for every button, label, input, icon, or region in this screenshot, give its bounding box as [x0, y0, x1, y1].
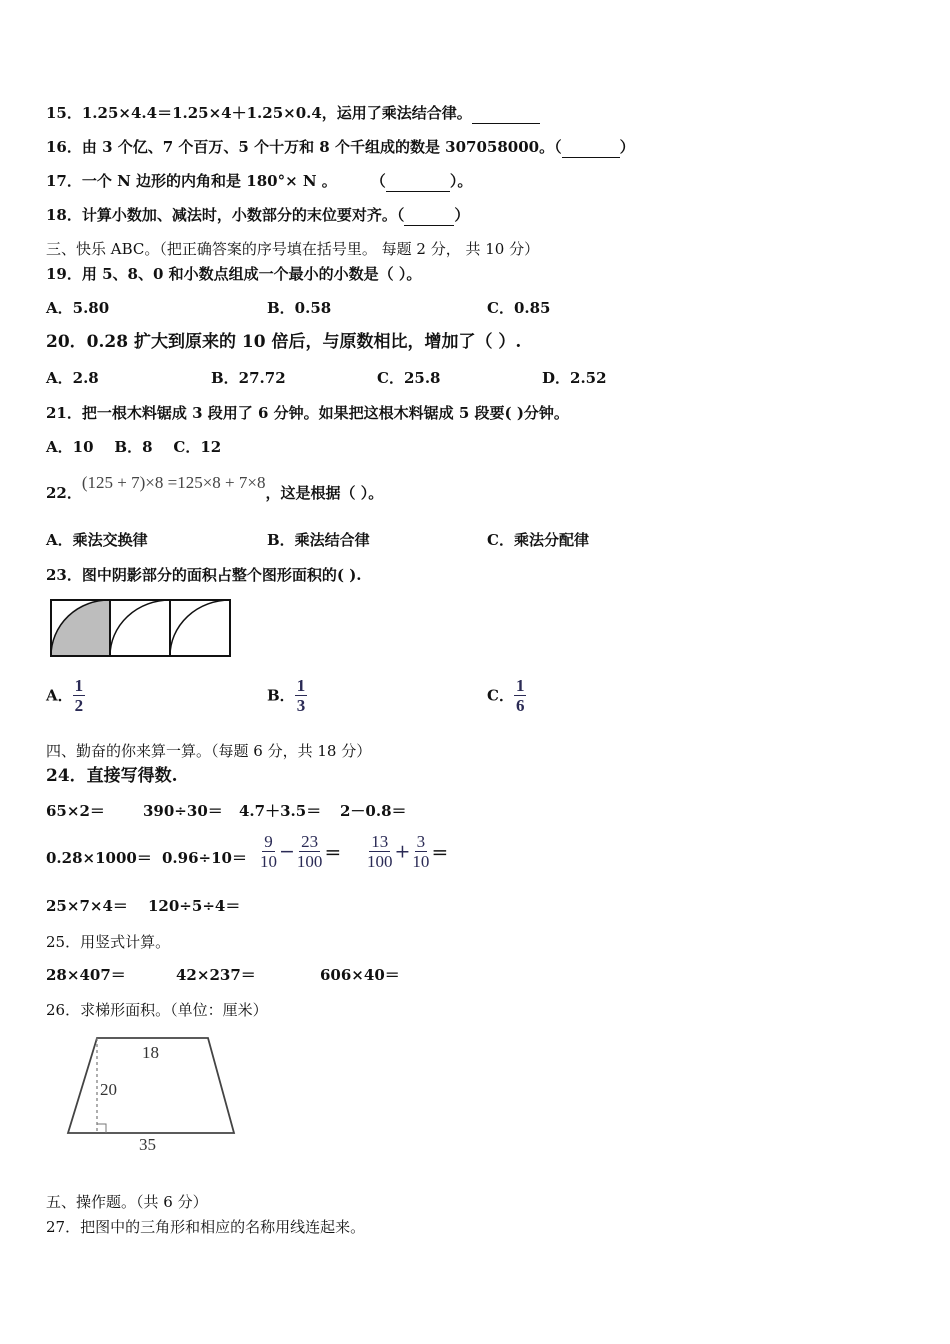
q22-option-b[interactable]: B．乘法结合律 — [267, 531, 370, 549]
numerator: 1 — [74, 676, 84, 695]
question-17 — [46, 171, 472, 192]
numerator: 3 — [416, 832, 426, 851]
question-21: 21．把一根木料锯成 3 段用了 6 分钟。如果把这根木料锯成 5 段要( )分钟。 — [46, 404, 569, 422]
calc-item: 4.7＋3.5＝ — [239, 802, 322, 820]
q19-option-b[interactable]: B．0.58 — [267, 299, 332, 317]
fraction — [514, 676, 527, 715]
operator: + — [394, 840, 411, 863]
option-label: A． — [46, 686, 73, 705]
question-27: 27．把图中的三角形和相应的名称用线连起来。 — [46, 1218, 366, 1236]
question-22 — [46, 473, 384, 503]
section-5-title: 五、操作题。（共 6 分） — [46, 1193, 208, 1211]
calc-item: 65×2＝ — [46, 802, 105, 820]
q18-close: ） — [454, 206, 470, 224]
vertical-calc-item: 42×237＝ — [176, 966, 256, 984]
q20-option-a[interactable]: A．2.8 — [46, 369, 99, 387]
calc-item: 0.96÷10＝ — [162, 849, 247, 867]
q23-option-b[interactable] — [267, 676, 307, 715]
section-3-title: 三、快乐 ABC。（把正确答案的序号填在括号里。 每题 2 分， 共 10 分） — [46, 240, 540, 258]
q23-option-a[interactable] — [46, 676, 85, 715]
q17-close: ）。 — [449, 172, 473, 190]
denominator: 2 — [74, 696, 84, 715]
square-2 — [110, 600, 170, 656]
height-label: 20 — [100, 1080, 117, 1099]
option-label: C． — [487, 686, 514, 705]
answer-blank[interactable] — [562, 137, 620, 158]
q22-number: 22． — [46, 484, 82, 502]
fraction — [295, 832, 325, 871]
calc-item: 0.28×1000＝ — [46, 849, 152, 867]
q20-option-d[interactable]: D．2.52 — [542, 369, 607, 387]
q17-text: 17．一个 N 边形的内角和是 180°× N 。 — [46, 172, 337, 190]
square-3 — [170, 600, 230, 656]
q16-text: 16．由 3 个亿、7 个百万、5 个十万和 8 个千组成的数是 307058000。（ — [46, 138, 562, 156]
fraction — [73, 676, 86, 715]
denominator: 10 — [260, 852, 277, 871]
question-15 — [46, 103, 540, 124]
right-angle-mark — [97, 1124, 106, 1133]
vertical-calc-item: 606×40＝ — [320, 966, 400, 984]
calc-item: 25×7×4＝ — [46, 897, 128, 915]
question-24: 24．直接写得数. — [46, 766, 178, 786]
question-26: 26．求梯形面积。（单位：厘米） — [46, 1001, 268, 1019]
fraction — [295, 676, 308, 715]
q19-option-a[interactable]: A．5.80 — [46, 299, 110, 317]
denominator: 6 — [515, 696, 525, 715]
q19-option-c[interactable]: C．0.85 — [487, 299, 551, 317]
equals: ＝ — [324, 844, 342, 864]
fraction-expression-2 — [365, 832, 448, 871]
q22-option-c[interactable]: C．乘法分配律 — [487, 531, 589, 549]
section-4-title: 四、勤奋的你来算一算。（每题 6 分，共 18 分） — [46, 742, 372, 760]
numerator: 1 — [515, 676, 525, 695]
q22-option-a[interactable]: A．乘法交换律 — [46, 531, 148, 549]
q17-open: （ — [370, 172, 386, 190]
question-18 — [46, 205, 469, 226]
question-19: 19．用 5、8、0 和小数点组成一个最小的小数是（ ）。 — [46, 265, 422, 283]
q15-text: 15．1.25×4.4＝1.25×4＋1.25×0.4，运用了乘法结合律。 — [46, 104, 472, 122]
fraction-expression-1 — [258, 832, 341, 871]
denominator: 100 — [296, 852, 323, 871]
q23-option-c[interactable] — [487, 676, 526, 715]
denominator: 10 — [412, 852, 430, 871]
top-length-label: 18 — [142, 1043, 159, 1062]
fraction — [258, 832, 279, 871]
calc-item: 120÷5÷4＝ — [148, 897, 241, 915]
operator: − — [279, 840, 295, 863]
question-20: 20．0.28 扩大到原来的 10 倍后，与原数相比，增加了（ ）. — [46, 332, 522, 352]
question-16 — [46, 137, 635, 158]
shaded-squares-figure — [48, 598, 234, 660]
bottom-length-label: 35 — [139, 1135, 156, 1154]
q22-formula: (125 + 7)×8 =125×8 + 7×8 — [81, 473, 266, 492]
q18-text: 18．计算小数加、减法时，小数部分的末位要对齐。（ — [46, 206, 405, 224]
option-label: B． — [267, 686, 295, 705]
arc-2 — [110, 600, 170, 656]
fraction — [410, 832, 431, 871]
denominator: 3 — [296, 696, 306, 715]
calc-item: 390÷30＝ — [143, 802, 223, 820]
q16-close: ） — [619, 138, 635, 156]
q20-option-c[interactable]: C．25.8 — [377, 369, 441, 387]
numerator: 1 — [296, 676, 306, 695]
arc-3 — [170, 600, 230, 656]
equals: ＝ — [431, 844, 449, 864]
q21-options[interactable]: A．10 B．8 C．12 — [46, 438, 222, 456]
q22-text: ，这是根据（ ）。 — [265, 484, 384, 502]
numerator: 23 — [301, 832, 319, 851]
vertical-calc-item: 28×407＝ — [46, 966, 126, 984]
q20-option-b[interactable]: B．27.72 — [211, 369, 286, 387]
denominator: 100 — [367, 852, 393, 871]
answer-blank[interactable] — [472, 103, 540, 124]
numerator: 9 — [264, 832, 273, 851]
fraction — [365, 832, 395, 871]
calc-item: 2－0.8＝ — [340, 802, 407, 820]
shaded-region — [51, 600, 110, 656]
question-23: 23．图中阴影部分的面积占整个图形面积的( ). — [46, 566, 362, 584]
answer-blank[interactable] — [404, 205, 454, 226]
answer-blank[interactable] — [386, 171, 450, 192]
trapezoid-figure — [60, 1032, 245, 1157]
question-25: 25．用竖式计算。 — [46, 933, 171, 951]
numerator: 13 — [371, 832, 389, 851]
